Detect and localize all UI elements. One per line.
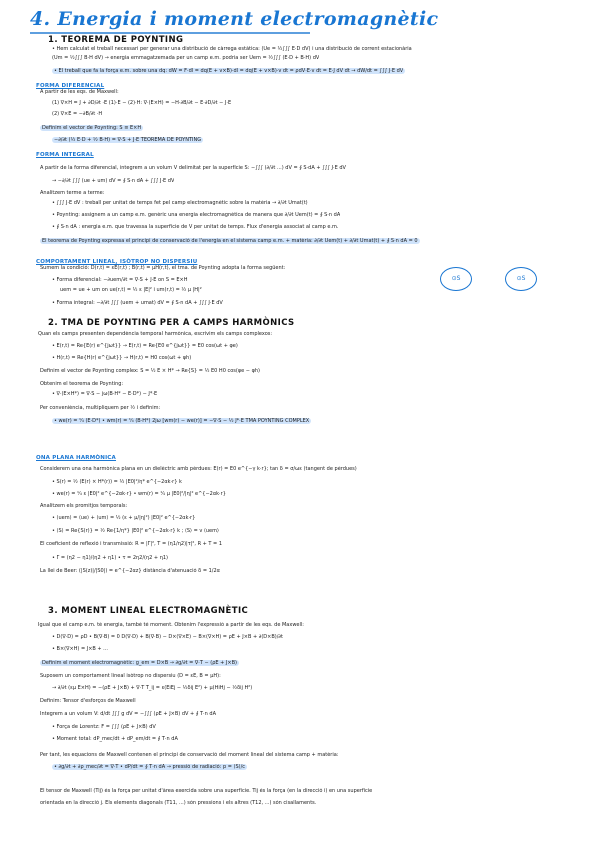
note-line: A partir de les eqs. de Maxwell: — [40, 89, 119, 95]
note-line: Igual que el camp e.m. té energia, també té moment. Obtenim l'expressió a partir de les eqs. de Maxwell: — [38, 622, 304, 628]
note-line: • D(∇·D) = ρD • B(∇·B) = 0 D(∇·D) + B(∇·B) − D×(∇×E) − B×(∇×H) = ρE + J×B + ∂(D×B)/∂t — [52, 634, 283, 640]
note-line: Obtenim el teorema de Poynting: — [40, 381, 124, 387]
section-heading: 3. MOMENT LINEAL ELECTROMAGNÈTIC — [48, 606, 249, 616]
note-line: −∂/∂t (½ E·D + ½ B·H) = ∇·S + J·E TEOREMA DE POYNTING — [54, 137, 202, 143]
note-line: (2) ∇×E = −∂B/∂t ·H — [52, 111, 103, 117]
note-line: Integrem a un volum V: d/dt ∫∫∫ g dV = −∫∫∫ (ρE + J×B) dV + ∮ T·n dA — [40, 711, 216, 717]
note-line: • ⟨uem⟩ = ⟨ue⟩ + ⟨um⟩ = ½ (ε + μ/|η|²) |E0|² e^{−2αk·r} — [52, 515, 196, 521]
note-line: • Γ = (η2 − η1)/(η2 + η1) • τ = 2η2/(η2 + η1) — [52, 555, 169, 561]
subheading: COMPORTAMENT LINEAL, ISÒTROP NO DISPERSIU — [36, 259, 198, 265]
note-line: • ∂g/∂t + ∂ρ_mec/∂t = ∇·T • dP/dt = ∮ T·n dA → pressió de radiació: p = ⟨S⟩/c — [54, 764, 246, 770]
note-line: • E(r,t) = Re{E(r) e^{jωt}} → E(r,t) = Re{E0 e^{jωt}} = E0 cos(ωt + φe) — [52, 343, 238, 349]
note-line: A partir de la forma diferencial, integrem a un volum V delimitat per la superfície S: −∫∫∫ (∂/∂t ...) dV = ∮ S·dA + ∫∫∫ J·E dV — [40, 165, 346, 171]
note-line: Per tant, les equacions de Maxwell contenen el principi de conservació del moment lineal del sistema camp + matèria: — [40, 752, 339, 758]
note-line: • El treball que fa la força e.m. sobre una dq: dW = F·dl = dq(E + v×B)·dl = dq(E + v×B)·v dt = ρdV·E·v dt = E·J dV dt → dW/dt = ∫∫∫ J·E dV — [54, 68, 404, 74]
note-line: Suposem un comportament lineal isòtrop no dispersiu (D = εE, B = μH): — [40, 673, 221, 679]
note-line: • Poynting: assignem a un camp e.m. genèric una energia electromagnètica de manera que ∂/∂t Uem(t) = ∮ S·n dA — [52, 212, 341, 218]
note-line: Sumem la condició: D(r,t) = εE(r,t) ; B(r,t) = μH(r,t), el tma. de Poynting adopta la forma següent: — [40, 265, 286, 271]
note-line: Considerem una ona harmònica plana en un dielèctric amb pèrdues: E(r) = E0 e^{−γ k·r}; tan δ = σ/ωε (tangent de pèrdues) — [40, 466, 357, 472]
note-line: • Hem calculat el treball necessari per generar una distribució de càrrega estàtica: (Ue = ½∫∫∫ E·D dV) i una distribució de corrent estacionària — [52, 46, 412, 52]
note-line: → −∂/∂t ∫∫∫ (ue + um) dV = ∮ S·n dA + ∫∫∫ J·E dV — [52, 178, 175, 184]
field-diagram-circle: ⊙S — [440, 267, 472, 291]
note-line: Definim el vector de Poynting: S ≡ E×H — [42, 125, 142, 131]
note-line: (1) ∇×H = J + ∂D/∂t ·E (1)·E − (2)·H: ∇·(E×H) = −H·∂B/∂t − E·∂D/∂t − J·E — [52, 100, 232, 106]
note-line: • Moment total: dP_mec/dt + dP_em/dt = ∮ T·n dA — [52, 736, 178, 742]
note-line: • S(r) = ½ (E(r) × H*(r)) = ½ |E0|²/η* e^{−2αk·r} k — [52, 479, 182, 485]
title-underline — [30, 32, 310, 34]
note-line: orientada en la direcció j. Els elements diagonals (T11, ...) són pressions i els altres (T12, ...) són cisallaments. — [40, 800, 317, 806]
note-line: • H(r,t) = Re{H(r) e^{jωt}} → H(r,t) = H0 cos(ωt + φh) — [52, 355, 192, 361]
note-line: • B×(∇×H) = J×B + ... — [52, 646, 108, 652]
note-line: El coeficient de reflexió i transmissió: R = |Γ|², T = (η1/η2)|τ|², R + T = 1 — [40, 541, 223, 547]
subheading: FORMA DIFERENCIAL — [36, 83, 105, 89]
note-line: Definim: Tensor d'esforços de Maxwell — [40, 698, 136, 704]
note-line: • Forma diferencial: −∂uem/∂t = ∇·S + J·E on S = E×H — [52, 277, 188, 283]
note-line: Quan els camps presenten dependència temporal harmònica, escrivim els camps complexos: — [38, 331, 273, 337]
note-line: • ∇·(E×H*) = ∇·S − jω(B·H* − E·D*) − J*·E — [52, 391, 158, 397]
note-line: → ∂/∂t (εμ E×H) = −(ρE + J×B) + ∇·T T_ij = ε(EiEj − ½δij E²) + μ(HiHj − ½δij H²) — [52, 685, 253, 691]
note-line: Analitzem terme a terme: — [40, 190, 105, 196]
note-line: Per conveniència, multipliquem per ½ i definim: — [40, 405, 161, 411]
note-line: • we(r) = ¼ ε |E0|² e^{−2αk·r} • wm(r) = ¼ μ |E0|²/|η|² e^{−2αk·r} — [52, 491, 226, 497]
subheading: FORMA INTEGRAL — [36, 152, 94, 158]
note-line: El teorema de Poynting expressa el principi de conservació de l'energia en el sistema camp e.m. + matèria: ∂/∂t Uem(t) + ∂/∂t Umat(t) + ∮ S·n dA = 0 — [42, 238, 418, 244]
note-line: • ⟨S⟩ = Re{S(r)} = ½ Re{1/η*} |E0|² e^{−2αk·r} k ; ⟨S⟩ = v ⟨uem⟩ — [52, 528, 219, 534]
subheading: ONA PLANA HARMÒNICA — [36, 455, 117, 461]
note-line: • Forma integral: −∂/∂t ∫∫∫ (uem + umat) dV = ∮ S·n dA + ∫∫∫ J·E dV — [52, 300, 223, 306]
note-line: (Um = ½∫∫∫ B·H dV) → energia emmagatzemada per un camp e.m. podria ser Uem = ½∫∫∫ (E·D + B·H) dV — [52, 55, 320, 61]
note-line: • ∫∫∫ J·E dV : treball per unitat de temps fet pel camp electromagnètic sobre la matèria → ∂/∂t Umat(t) — [52, 200, 308, 206]
field-diagram-circle: ⊙S — [505, 267, 537, 291]
note-line: Definim el moment electromagnètic: g_em = D×B → ∂g/∂t = ∇·T − (ρE + J×B) — [42, 660, 237, 666]
note-line: El tensor de Maxwell (Tij) és la força per unitat d'àrea exercida sobre una superfície. Tij és la força (en la direcció i) en una superfície — [40, 788, 373, 794]
note-line: • Força de Lorentz: F = ∫∫∫ (ρE + J×B) dV — [52, 724, 156, 730]
note-line: • we(r) = ¼ (E·D*) • wm(r) = ¼ (B·H*) 2jω [wm(r) − we(r)] = −∇·S − ½ J*·E TMA POYNTING COMPLEX — [54, 418, 310, 424]
section-heading: 1. TEOREMA DE POYNTING — [48, 35, 184, 45]
section-heading: 2. TMA DE POYNTING PER A CAMPS HARMÒNICS — [48, 318, 295, 328]
page-title: 4. Energia i moment electromagnètic — [30, 8, 439, 30]
note-line: uem = ue + um on ue(r,t) = ½ ε |E|² i um(r,t) = ½ μ |H|² — [60, 287, 202, 293]
note-line: Definim el vector de Poynting complex: S = ½ E × H* → Re{S} = ½ E0 H0 cos(φe − φh) — [40, 368, 260, 374]
note-line: Analitzem els promitjos temporals: — [40, 503, 128, 509]
note-line: • ∮ S·n dA : energia e.m. que travessa la superfície de V per unitat de temps. Flux d'energia associat al camp e.m. — [52, 224, 339, 230]
note-line: La llei de Beer: (|S(z)|/|S0|) = e^{−2αz} distància d'atenuació δ = 1/2α — [40, 568, 220, 574]
